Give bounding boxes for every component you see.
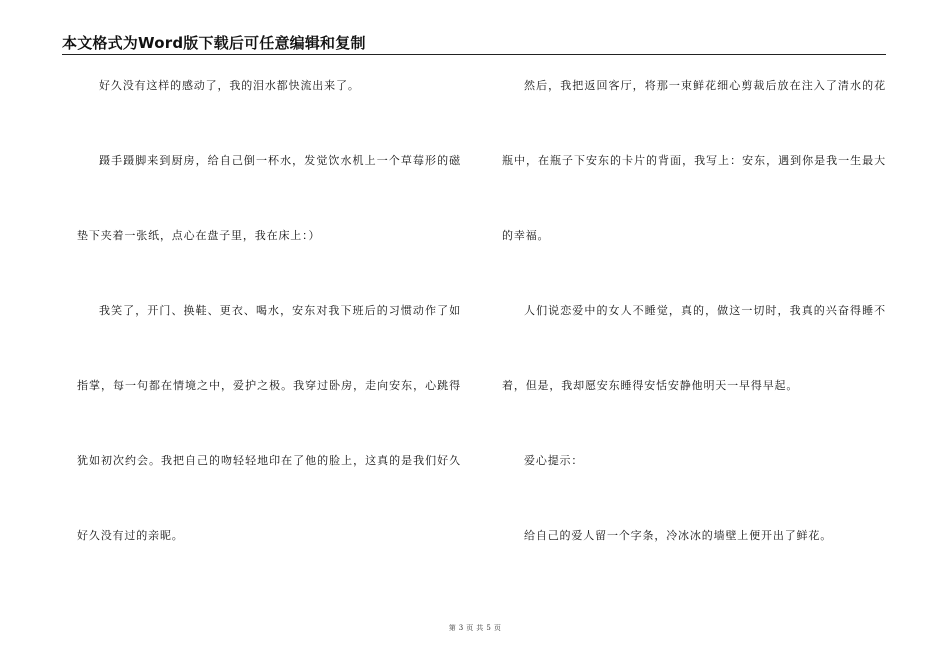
paragraph-line: 爱心提示： xyxy=(524,454,584,467)
paragraph-line: 人们说恋爱中的女人不睡觉，真的，做这一切时，我真的兴奋得睡不 xyxy=(524,304,886,317)
paragraph-line: 好久没有这样的感动了，我的泪水都快流出来了。 xyxy=(99,79,360,92)
paragraph-line: 蹑手蹑脚来到厨房，给自己倒一杯水，发觉饮水机上一个草莓形的磁 xyxy=(99,154,461,167)
paragraph-line: 然后，我把返回客厅，将那一束鲜花细心剪裁后放在注入了清水的花 xyxy=(524,79,886,92)
paragraph-line: 的幸福。 xyxy=(502,229,550,242)
paragraph-line: 好久没有过的亲昵。 xyxy=(77,529,184,542)
document-header-title: 本文格式为Word版下载后可任意编辑和复制 xyxy=(62,34,366,52)
left-text-column xyxy=(77,0,461,620)
page-number-footer: 第 3 页 共 5 页 xyxy=(448,624,502,632)
paragraph-line: 指掌，每一句都在情境之中，爱护之极。我穿过卧房，走向安东，心跳得 xyxy=(77,379,461,392)
paragraph-line: 瓶中，在瓶子下安东的卡片的背面，我写上：安东，遇到你是我一生最大 xyxy=(502,154,886,167)
paragraph-line: 垫下夹着一张纸，点心在盘子里，我在床上：） xyxy=(77,229,321,242)
right-text-column xyxy=(502,0,886,620)
paragraph-line: 给自己的爱人留一个字条，冷冰冰的墙壁上便开出了鲜花。 xyxy=(524,529,833,542)
paragraph-line: 我笑了，开门、换鞋、更衣、喝水，安东对我下班后的习惯动作了如 xyxy=(99,304,461,317)
paragraph-line: 犹如初次约会。我把自己的吻轻轻地印在了他的脸上，这真的是我们好久 xyxy=(77,454,461,467)
paragraph-line: 着，但是，我却愿安东睡得安恬安静他明天一早得早起。 xyxy=(502,379,799,392)
